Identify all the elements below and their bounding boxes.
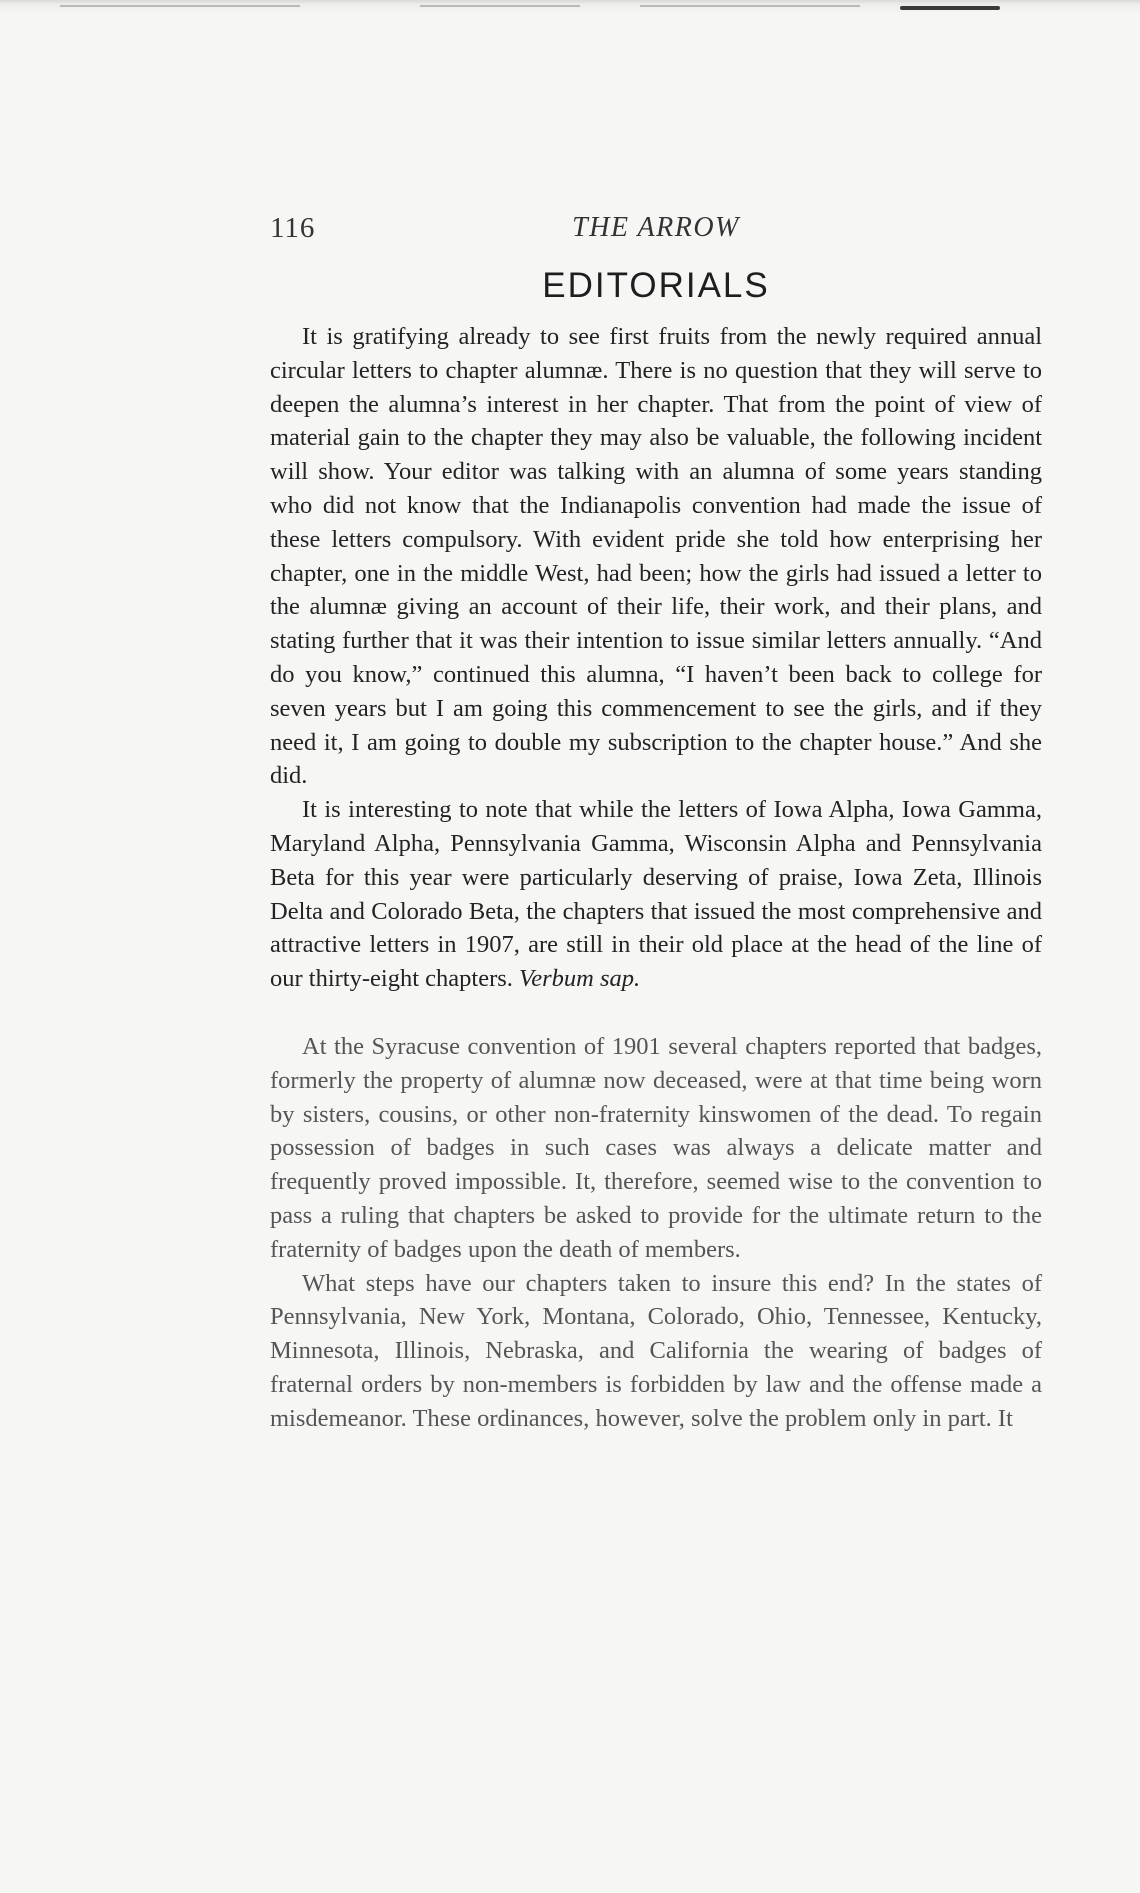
running-title: THE ARROW [572, 212, 740, 243]
scan-artifact-line [640, 5, 860, 7]
paragraph-chapter-letters-text: It is interesting to note that while the letters of Iowa Alpha, Iowa Gamma, Maryland Alpha, Pennsylvania Gamma, Wisconsin Alpha and Pennsylvania Beta for this year were particularly deserving of praise, Iowa Zeta, Illinois Delta and Colorado Beta, the chapters that issued the most comprehensive and attractive letters in 1907, are still in their old place at the head of the line of our thirty-eight chapters. [270, 796, 1042, 993]
paragraph-alumnae-letters: It is gratifying already to see first fruits from the newly required annual circular letters to chapter alumnæ. There is no question that they will serve to deepen the alumna’s interest in her chapter. That from the point of view of material gain to the chapter they may also be valuable, the following incident will show. Your editor was talking with an alumna of some years standing who did not know that the Indianapolis convention had made the issue of these letters compulsory. With evident pride she told how enterprising her chapter, one in the middle West, had been; how the girls had issued a letter to the alumnæ giving an account of their life, their work, and their plans, and stating further that it was their intention to issue similar letters annually. “And do you know,” continued this alumna, “I haven’t been back to college for seven years but I am going this commencement to see the girls, and if they need it, I am going to double my subscription to the chapter house.” And she did. [270, 323, 1042, 790]
page-number: 116 [270, 212, 316, 244]
paragraph-syracuse-convention: At the Syracuse convention of 1901 several chapters reported that badges, formerly the property of alumnæ now deceased, were at that time being worn by sisters, cousins, or other non-fraternity kinswomen of the dead. To regain possession of badges in such cases was always a delicate matter and frequently proved impossible. It, therefore, seemed wise to the convention to pass a ruling that chapters be asked to provide for the ultimate return to the fraternity of badges upon the death of members. [270, 1032, 1042, 1263]
paragraph-badge-laws: What steps have our chapters taken to insure this end? In the states of Pennsylvania, New York, Montana, Colorado, Ohio, Tennessee, Kentucky, Minnesota, Illinois, Nebraska, and California the wearing of badges of fraternal orders by non-members is forbidden by law and the offense made a misdemeanor. These ordinances, however, solve the problem only in part. It [270, 1269, 1042, 1432]
scan-artifact-line [60, 5, 300, 7]
section-gap [270, 996, 1042, 1030]
section-title: EDITORIALS [542, 266, 770, 305]
editorial-body [270, 320, 1042, 1436]
scan-artifact-mark [900, 6, 1000, 10]
verbum-sap: Verbum sap. [519, 965, 641, 993]
scan-artifact-line [420, 5, 580, 7]
running-head [270, 212, 1042, 252]
paragraph-chapter-letters [270, 793, 1042, 996]
